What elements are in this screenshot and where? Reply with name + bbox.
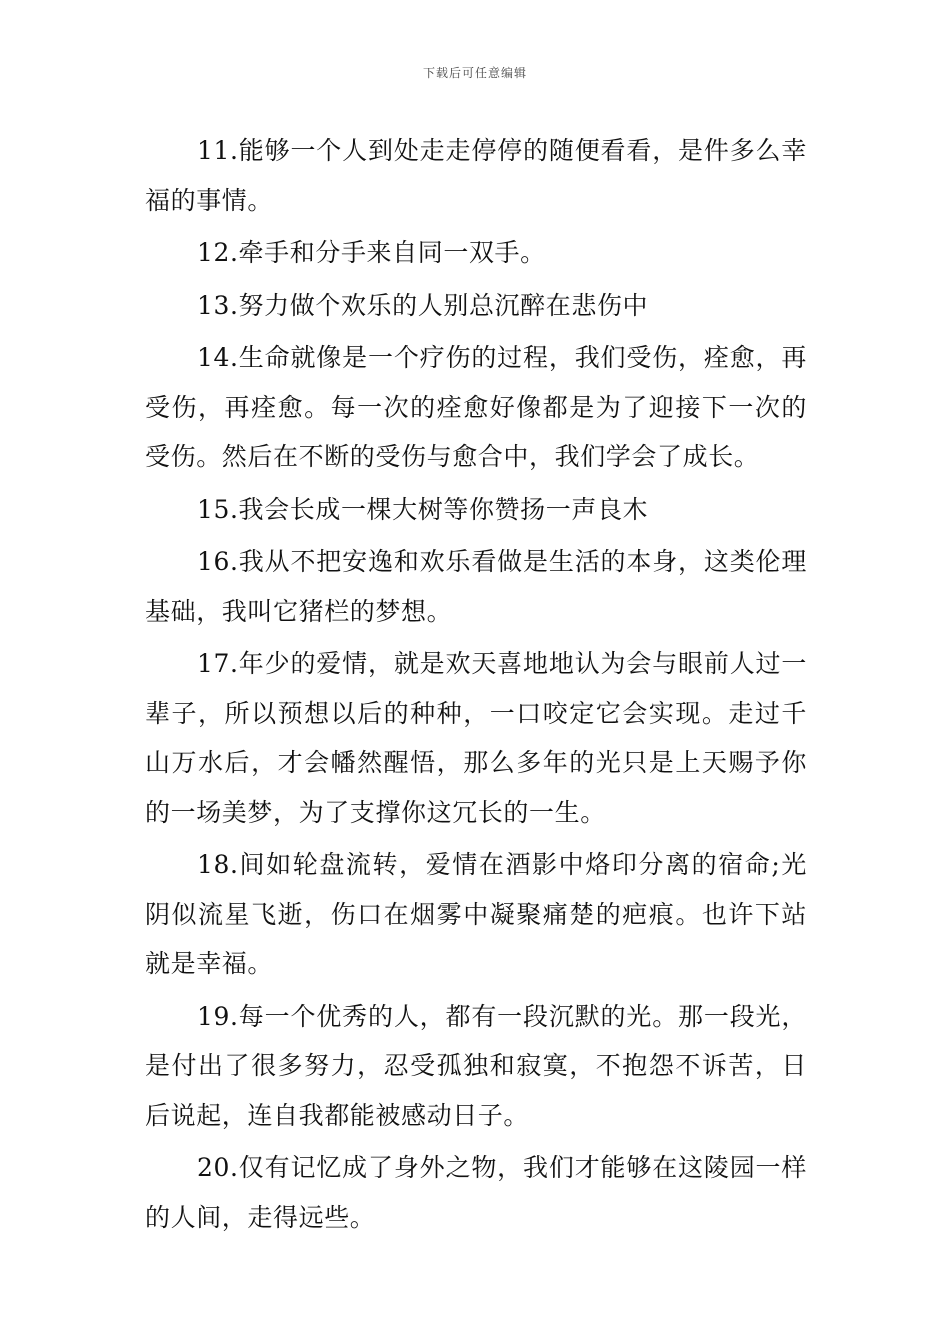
paragraph-16: 16.我从不把安逸和欢乐看做是生活的本身，这类伦理基础，我叫它猪栏的梦想。 [145, 547, 807, 626]
paragraph-18: 18.间如轮盘流转，爱情在酒影中烙印分离的宿命;光阴似流星飞逝，伤口在烟雾中凝聚痛楚的疤痕。也许下站就是幸福。 [145, 850, 807, 978]
paragraph-17: 17.年少的爱情，就是欢天喜地地认为会与眼前人过一辈子，所以预想以后的种种，一口咬定它会实现。走过千山万水后，才会幡然醒悟，那么多年的光只是上天赐予你的一场美梦，为了支撑你这冗长的一生。 [145, 649, 807, 827]
paragraph-20: 20.仅有记忆成了身外之物，我们才能够在这陵园一样的人间，走得远些。 [145, 1153, 807, 1232]
document-body [145, 126, 807, 1245]
paragraph-15: 15.我会长成一棵大树等你赞扬一声良木 [197, 494, 649, 524]
paragraph-12: 12.牵手和分手来自同一双手。 [197, 238, 546, 267]
page-header: 下载后可任意编辑 [422, 66, 527, 80]
paragraph-11: 11.能够一个人到处走走停停的随便看看，是件多么幸福的事情。 [145, 136, 807, 215]
paragraph-14: 14.生命就像是一个疗伤的过程，我们受伤，痊愈，再受伤，再痊愈。每一次的痊愈好像都是为了迎接下一次的受伤。然后在不断的受伤与愈合中，我们学会了成长。 [145, 343, 807, 471]
paragraph-19: 19.每一个优秀的人，都有一段沉默的光。那一段光，是付出了很多努力，忍受孤独和寂寞，不抱怨不诉苦，日后说起，连自我都能被感动日子。 [145, 1001, 807, 1130]
paragraph-13: 13.努力做个欢乐的人别总沉醉在悲伤中 [197, 290, 649, 320]
